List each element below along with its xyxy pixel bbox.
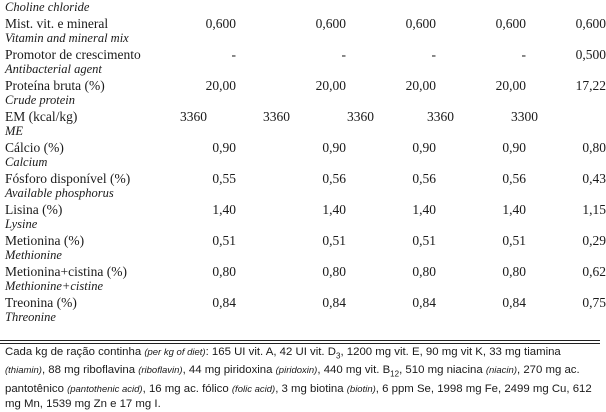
table-row-translation <box>0 310 600 326</box>
table-cell: 20,00 <box>315 77 346 93</box>
table-cell: 1,40 <box>412 201 436 217</box>
table-cell: 3360 <box>347 108 374 124</box>
footnote-translation: (folic acid) <box>231 383 276 395</box>
footnote-translation: (pantothenic acid) <box>67 383 143 395</box>
table-row <box>0 139 606 156</box>
row-label: Treonina (%) <box>5 294 77 310</box>
table-cell: - <box>431 46 436 62</box>
table-cell: - <box>341 46 346 62</box>
footnote-translation: (niacin) <box>485 365 517 377</box>
footnote-text: , 3 mg biotina <box>275 382 347 395</box>
row-label: Lisina (%) <box>5 201 63 217</box>
row-label: Cálcio (%) <box>5 139 64 155</box>
table-row-translation <box>0 248 600 264</box>
row-label: Metionina (%) <box>5 232 85 248</box>
row-label-english: Methionine <box>5 248 62 262</box>
table-cell: 0,600 <box>405 15 436 31</box>
footnote-text: , 270 mg ac. pantotênico <box>5 364 580 395</box>
table-cell: 0,600 <box>315 15 346 31</box>
table-cell: 0,56 <box>322 170 346 186</box>
footnote-translation: (thiamin) <box>5 365 42 377</box>
table-cell: 0,90 <box>212 139 236 155</box>
footnote-text: , 88 mg riboflavina <box>41 364 139 377</box>
table-cell: 3300 <box>511 108 538 124</box>
table-row <box>0 46 606 63</box>
table-cell: 3360 <box>180 108 207 124</box>
table-cell: 20,00 <box>405 77 436 93</box>
table-cell: 0,80 <box>212 263 236 279</box>
row-label-english: ME <box>5 124 24 138</box>
table-cell: 20,00 <box>205 77 236 93</box>
table-cell: 0,43 <box>582 170 606 186</box>
row-label-english: Threonine <box>5 310 56 324</box>
row-label: EM (kcal/kg) <box>5 108 78 124</box>
row-label-english: Lysine <box>5 217 38 231</box>
footnote-text: , 440 mg vit. B <box>317 364 391 377</box>
table-row <box>0 170 606 187</box>
table-row-translation <box>0 62 600 78</box>
footnote-translation: (biotin) <box>346 383 376 395</box>
table-cell: 0,84 <box>212 294 236 310</box>
table-row-translation <box>0 0 600 16</box>
table-cell: 0,80 <box>502 263 526 279</box>
table-row-translation <box>0 217 600 233</box>
table-row <box>0 15 606 32</box>
footnote-text: , 510 mg niacina <box>399 364 486 377</box>
row-label-english: Vitamin and mineral mix <box>5 31 129 45</box>
table-cell: 0,84 <box>412 294 436 310</box>
table-cell: 0,84 <box>322 294 346 310</box>
table-row-translation <box>0 186 600 202</box>
table-cell: 0,29 <box>582 232 606 248</box>
row-label-english: Choline chloride <box>5 0 90 14</box>
row-label-english: Available phosphorus <box>5 186 114 200</box>
row-label-english: Antibacterial agent <box>5 62 102 76</box>
table-row-translation <box>0 279 600 295</box>
table-row-translation <box>0 124 600 140</box>
footnote-text: , 6 ppm Se, 1998 mg Fe, 2499 mg Cu, 612 mg Mn, 1539 mg Zn e 17 mg I. <box>5 382 592 410</box>
row-label: Promotor de crescimento <box>5 46 141 62</box>
table-cell: 0,51 <box>322 232 346 248</box>
table-cell: 0,600 <box>205 15 236 31</box>
table-cell: 17,22 <box>575 77 606 93</box>
table-cell: 0,51 <box>502 232 526 248</box>
table-cell: 0,90 <box>502 139 526 155</box>
table-cell: 0,90 <box>412 139 436 155</box>
row-label-english: Crude protein <box>5 93 76 107</box>
table-cell: 0,51 <box>212 232 236 248</box>
table-cell: 3360 <box>427 108 454 124</box>
table-row-translation <box>0 155 600 171</box>
table-cell: 0,500 <box>575 46 606 62</box>
footnote-text: , 44 mg piridoxina <box>182 364 276 377</box>
table-cell: 1,40 <box>502 201 526 217</box>
table-cell: 1,15 <box>582 201 606 217</box>
row-label: Metionina+cistina (%) <box>5 263 127 279</box>
table-row-translation <box>0 93 600 109</box>
row-label-english: Methionine+cistine <box>5 279 103 293</box>
footnote-text: , 1200 mg vit. E, 90 mg vit K, 33 mg tiamina <box>340 346 561 358</box>
table-cell: 0,55 <box>212 170 236 186</box>
table-cell: 1,40 <box>212 201 236 217</box>
footnote-subscript: 12 <box>390 369 400 379</box>
footnote-text: Cada kg de ração continha <box>5 346 145 358</box>
table-cell: - <box>521 46 526 62</box>
table-cell: 0,51 <box>412 232 436 248</box>
table-cell: 0,75 <box>582 294 606 310</box>
footnote-translation: (per kg of diet) <box>144 347 206 358</box>
table-bottom-rule-double <box>0 343 600 344</box>
footnote-translation: (riboflavin) <box>138 365 183 377</box>
table-row <box>0 201 606 218</box>
footnote-translation: (piridoxin) <box>275 365 318 377</box>
table-row <box>0 232 606 249</box>
table-cell: 20,00 <box>495 77 526 93</box>
table-cell: 0,84 <box>502 294 526 310</box>
footnote-text: : 165 UI vit. A, 42 UI vit. D <box>205 346 336 358</box>
table-cell: 3360 <box>263 108 290 124</box>
table-footnote <box>5 345 597 412</box>
footnote-subscript: 3 <box>336 351 341 361</box>
row-label: Fósforo disponível (%) <box>5 170 131 186</box>
table-cell: 0,600 <box>575 15 606 31</box>
table-row <box>0 109 600 125</box>
table-cell: 0,56 <box>502 170 526 186</box>
table-cell: 0,56 <box>412 170 436 186</box>
row-label: Proteína bruta (%) <box>5 77 105 93</box>
row-label-english: Calcium <box>5 155 48 169</box>
table-cell: - <box>231 46 236 62</box>
table-cell: 0,80 <box>582 139 606 155</box>
table-cell: 0,600 <box>495 15 526 31</box>
table-row <box>0 77 606 94</box>
table-row <box>0 294 606 311</box>
table-row-translation <box>0 31 600 47</box>
table-bottom-rule <box>0 340 600 341</box>
row-label: Mist. vit. e mineral <box>5 15 109 31</box>
table-cell: 0,80 <box>412 263 436 279</box>
table-cell: 0,90 <box>322 139 346 155</box>
table-cell: 0,62 <box>582 263 606 279</box>
table-row <box>0 263 606 280</box>
footnote-text: , 16 mg ac. fólico <box>142 382 232 395</box>
table-cell: 0,80 <box>322 263 346 279</box>
table-cell: 1,40 <box>322 201 346 217</box>
